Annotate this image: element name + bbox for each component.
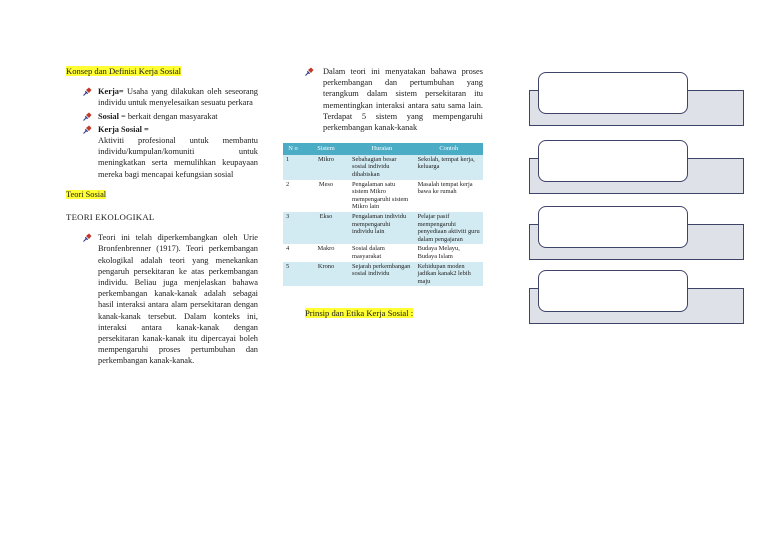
empty-card bbox=[538, 140, 688, 182]
table-cell: Pengalaman satu sistem Mikro mempengaruhi sistem Mikro lain bbox=[349, 180, 415, 212]
table-header: Contoh bbox=[415, 143, 483, 155]
table-row bbox=[283, 262, 483, 287]
table-cell: Pelajar pasif mempengaruhi penyediaan aktiviti guru dalam pengajaran bbox=[415, 212, 483, 244]
table-row bbox=[283, 212, 483, 244]
table-cell: Pengalaman individu mempengaruhi individu lain bbox=[349, 212, 415, 244]
table-cell: Kehidupan moden jadikan kanak2 lebih maju bbox=[415, 262, 483, 287]
table-cell: Budaya Melayu, Budaya Islam bbox=[415, 244, 483, 261]
table-cell: Sosial dalam masyarakat bbox=[349, 244, 415, 261]
pushpin-arrow-icon bbox=[83, 125, 92, 134]
table-cell: 1 bbox=[283, 155, 303, 180]
section-heading-prinsip-etika: Prinsip dan Etika Kerja Sosial : bbox=[305, 308, 414, 319]
table-cell: 3 bbox=[283, 212, 303, 244]
paragraph: Teori ini telah diperkembangkan oleh Urie Bronfenbrenner (1917). Teori perkembangan ekologikal adalah teori yang menekankan pengaruh persekitaran ke atas perkembangan individu. Beliau juga menjelaskan bahawa perkembangan kanak-kanak adalah sebagai hasil interaksi antara alam persekitaran dengan kanak-kanak tersebut. Dalam konteks ini, interaksi antara kanak-kanak dengan persekitaran kanak-kanak itu dipercayai boleh mempengaruhi proses pertumbuhan dan perkembangan kanak-kanak. bbox=[98, 233, 258, 366]
definition: Aktiviti profesional untuk membantu individu/kumpulan/komuniti untuk meningkatkan serta memulihkan keupayaan mereka bagi mencapai kefungsian sosial bbox=[98, 136, 258, 179]
table-header: N o bbox=[283, 143, 303, 155]
definition: = berkait dengan masyarakat bbox=[118, 111, 218, 121]
table-header-row bbox=[283, 143, 483, 155]
table-cell: 4 bbox=[283, 244, 303, 261]
table-cell: Ekso bbox=[303, 212, 349, 244]
card-front-panel bbox=[538, 140, 688, 182]
table-cell: Makro bbox=[303, 244, 349, 261]
table-row bbox=[283, 155, 483, 180]
empty-card bbox=[538, 72, 688, 114]
table-cell: Meso bbox=[303, 180, 349, 212]
pushpin-arrow-icon bbox=[83, 233, 92, 242]
list-item bbox=[66, 124, 258, 180]
term: Kerja Sosial = bbox=[98, 124, 149, 134]
section-heading-konsep: Konsep dan Definisi Kerja Sosial bbox=[66, 66, 182, 76]
table-row bbox=[283, 244, 483, 261]
section-heading-teori-ekologikal: TEORI EKOLOGIKAL bbox=[66, 212, 155, 223]
left-column bbox=[66, 66, 258, 369]
term: Sosial bbox=[98, 111, 119, 121]
list-item bbox=[66, 111, 258, 122]
section-heading-teori-sosial: Teori Sosial bbox=[66, 189, 107, 199]
list-item bbox=[283, 66, 483, 133]
paragraph: Dalam teori ini menyatakan bahawa proses perkembangan dan pertumbuhan yang terangkum dalam sistem persekitaran itu mementingkan interaksi antara satu sama lain. Terdapat 5 sistem yang mempengaruhi perkembangan kanak-kanak bbox=[323, 67, 483, 133]
table-cell: Mikro bbox=[303, 155, 349, 180]
middle-column bbox=[283, 66, 483, 320]
pushpin-arrow-icon bbox=[83, 112, 92, 121]
table-cell: 5 bbox=[283, 262, 303, 287]
definition: Usaha yang dilakukan oleh seseorang individu untuk menyelesaikan sesuatu perkara bbox=[98, 87, 258, 108]
table-cell: 2 bbox=[283, 180, 303, 212]
card-front-panel bbox=[538, 206, 688, 248]
pushpin-arrow-icon bbox=[305, 67, 314, 76]
term: Kerja= bbox=[98, 87, 124, 97]
card-front-panel bbox=[538, 270, 688, 312]
table-header: Huraian bbox=[349, 143, 415, 155]
table-header: Sistem bbox=[303, 143, 349, 155]
table-cell: Sekolah, tempat kerja, keluarga bbox=[415, 155, 483, 180]
table-row bbox=[283, 180, 483, 212]
pushpin-arrow-icon bbox=[83, 87, 92, 96]
table-cell: Sebahagian besar sosial individu dihabiskan bbox=[349, 155, 415, 180]
table-cell: Krono bbox=[303, 262, 349, 287]
empty-card bbox=[538, 206, 688, 248]
list-item bbox=[66, 232, 258, 366]
empty-card bbox=[538, 270, 688, 312]
table-cell: Masalah tempat kerja bawa ke rumah bbox=[415, 180, 483, 212]
table-cell: Sejarah perkembangan sosial individu bbox=[349, 262, 415, 287]
sistem-table bbox=[283, 143, 483, 286]
card-front-panel bbox=[538, 72, 688, 114]
list-item bbox=[66, 86, 258, 108]
